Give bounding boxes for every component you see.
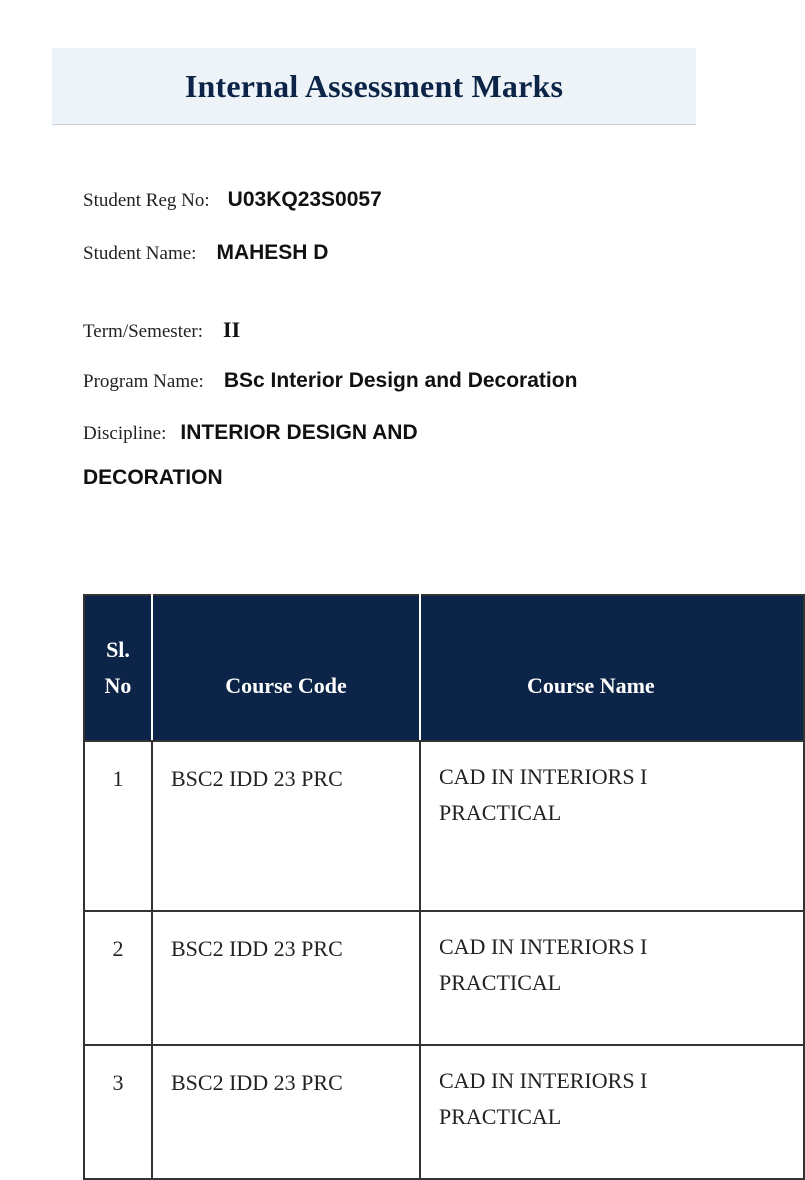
table-row xyxy=(84,1045,804,1179)
program-label: Program Name: xyxy=(83,371,204,392)
cell-sl: 1 xyxy=(84,741,152,911)
reg-no-value: U03KQ23S0057 xyxy=(227,188,382,211)
term-value: II xyxy=(223,317,241,342)
marks-table-container xyxy=(83,594,696,1129)
header-course-name: Course Name xyxy=(420,595,804,741)
course-name-line1: CAD IN INTERIORS I xyxy=(439,934,648,959)
header-sl-no xyxy=(84,595,152,741)
header-sl-line1: Sl. xyxy=(106,637,130,662)
discipline-row xyxy=(83,421,418,445)
cell-course-code: BSC2 IDD 23 PRC xyxy=(152,911,420,1045)
course-name-line1: CAD IN INTERIORS I xyxy=(439,764,648,789)
page-header xyxy=(52,48,696,125)
course-name-line1: CAD IN INTERIORS I xyxy=(439,1068,648,1093)
table-header-row xyxy=(84,595,804,741)
cell-course-name xyxy=(420,911,804,1045)
header-sl-line2: No xyxy=(104,673,132,698)
program-row xyxy=(83,369,577,393)
cell-course-code: BSC2 IDD 23 PRC xyxy=(152,741,420,911)
cell-course-name xyxy=(420,741,804,911)
student-name-value: MAHESH D xyxy=(216,241,329,264)
reg-no-row xyxy=(83,188,382,212)
cell-sl: 2 xyxy=(84,911,152,1045)
reg-no-label: Student Reg No: xyxy=(83,190,210,211)
program-value: BSc Interior Design and Decoration xyxy=(223,369,578,392)
discipline-label: Discipline: xyxy=(83,423,167,444)
marks-table xyxy=(83,594,805,1180)
cell-course-code: BSC2 IDD 23 PRC xyxy=(152,1045,420,1179)
table-row xyxy=(84,741,804,911)
cell-course-name xyxy=(420,1045,804,1179)
discipline-value-line1: INTERIOR DESIGN AND xyxy=(180,421,418,444)
header-course-code: Course Code xyxy=(152,595,420,741)
cell-sl: 3 xyxy=(84,1045,152,1179)
term-label: Term/Semester: xyxy=(83,321,204,342)
student-name-row xyxy=(83,241,328,265)
student-name-label: Student Name: xyxy=(83,243,197,264)
course-name-line2: PRACTICAL xyxy=(439,1104,562,1129)
table-row xyxy=(84,911,804,1045)
course-name-line2: PRACTICAL xyxy=(439,970,562,995)
page-title: Internal Assessment Marks xyxy=(184,67,564,104)
term-row xyxy=(83,317,240,343)
course-name-line2: PRACTICAL xyxy=(439,800,562,825)
discipline-value-line2: DECORATION xyxy=(83,466,223,489)
discipline-row-continued xyxy=(83,466,223,490)
